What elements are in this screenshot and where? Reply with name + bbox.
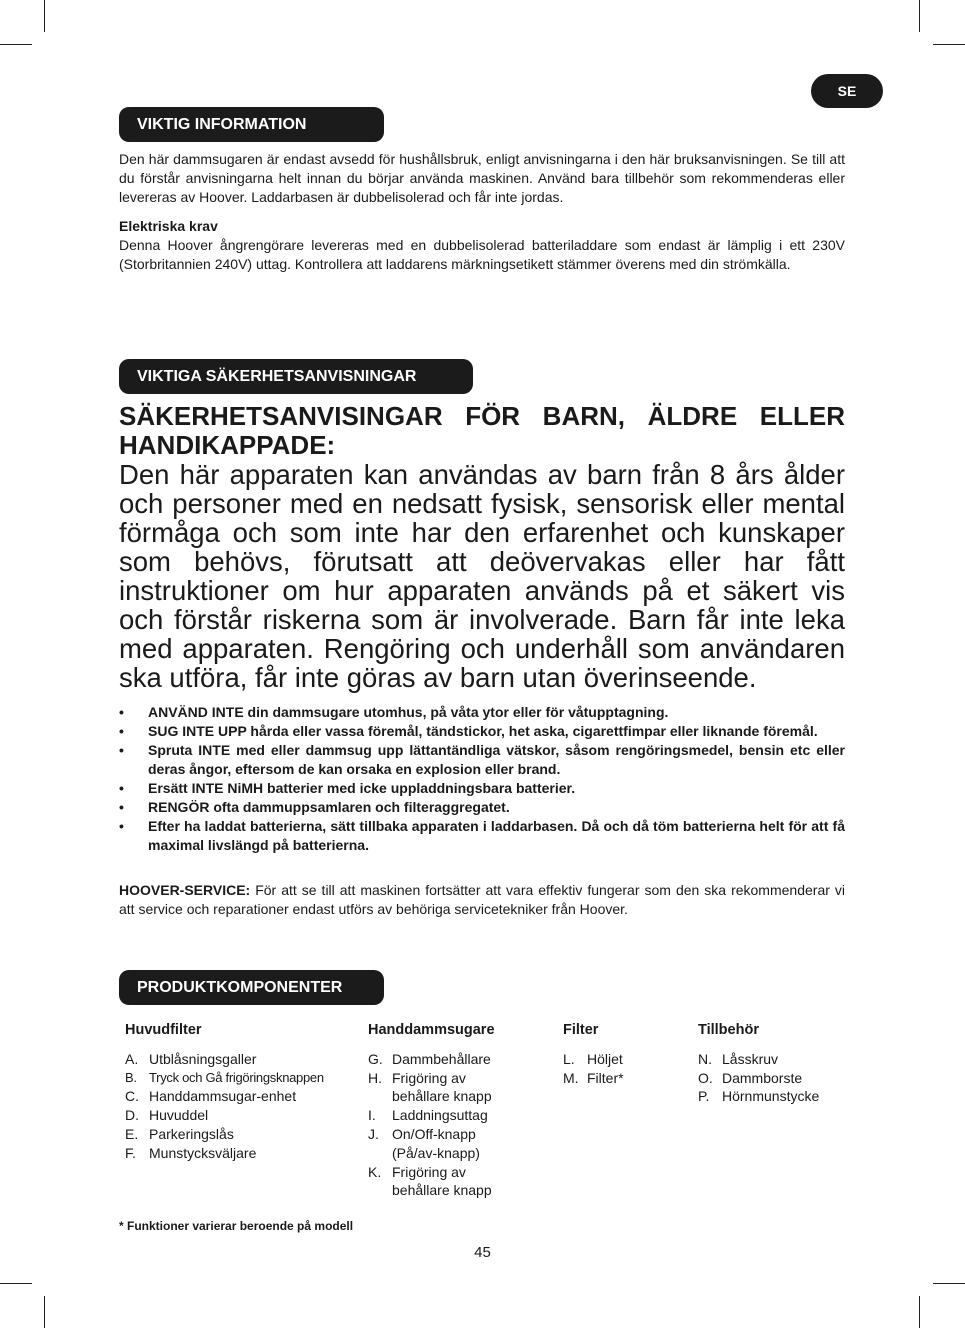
list-item <box>119 741 845 779</box>
list-item <box>119 798 845 817</box>
electrical-heading: Elektriska krav <box>119 218 218 234</box>
item-key: B. <box>125 1069 137 1085</box>
list-item <box>368 1125 518 1163</box>
list-item <box>368 1106 518 1125</box>
item-key: O. <box>698 1069 713 1086</box>
column-heading: Tillbehör <box>698 1022 759 1038</box>
column-heading: Huvudfilter <box>125 1022 202 1038</box>
bullet-icon: • <box>119 742 124 758</box>
item-label: Handdammsugar-enhet <box>149 1088 297 1105</box>
column-heading: Filter <box>563 1022 599 1038</box>
bullet-icon: • <box>119 799 124 815</box>
section-title-sakerhetsanvisningar: VIKTIGA SÄKERHETSANVISNINGAR <box>119 359 473 394</box>
language-badge: SE <box>811 74 883 108</box>
service-text: För att se till att maskinen fortsätter att vara effektiv fungerar som den ska rekommenderar vi att service och reparationer endast utförs av behöriga servicetekniker från Hoover. <box>119 882 845 917</box>
item-key: G. <box>368 1050 383 1067</box>
item-key: I. <box>368 1107 376 1124</box>
item-key: J. <box>368 1125 379 1142</box>
item-key: F. <box>125 1144 136 1161</box>
service-label: HOOVER-SERVICE: <box>119 882 251 898</box>
bullet-text: Ersätt INTE NiMH batterier med icke uppladdningsbara batterier. <box>148 780 576 796</box>
bullet-icon: • <box>119 818 124 834</box>
list-item <box>119 817 845 855</box>
list-item <box>368 1163 518 1201</box>
crop-mark <box>44 0 45 32</box>
component-column-filter <box>563 1021 683 1087</box>
item-label: Höljet <box>587 1050 623 1067</box>
section-title-viktig-information: VIKTIG INFORMATION <box>119 107 384 142</box>
item-label: Laddningsuttag <box>392 1107 488 1124</box>
item-key: P. <box>698 1088 710 1105</box>
bullet-text: SUG INTE UPP hårda eller vassa föremål, tändstickor, het aska, cigarettfimpar eller liknande föremål. <box>148 723 818 739</box>
item-key: A. <box>125 1050 139 1067</box>
item-label: Frigöring av behållare knapp <box>392 1163 492 1199</box>
crop-mark <box>44 1296 45 1328</box>
list-item <box>698 1050 848 1069</box>
crop-mark <box>0 44 32 45</box>
list-item <box>125 1125 360 1144</box>
crop-mark <box>933 1283 965 1284</box>
list-item <box>698 1087 848 1106</box>
item-label: Filter* <box>587 1069 624 1086</box>
item-label: Utblåsningsgaller <box>149 1050 257 1067</box>
item-key: E. <box>125 1125 139 1142</box>
section-title-produktkomponenter: PRODUKTKOMPONENTER <box>119 970 384 1005</box>
electrical-text: Denna Hoover ångrengörare levereras med en dubbelisolerad batteriladdare som endast är lämplig i ett 230V (Storbritannien 240V) uttag. Kontrollera att laddarens märkningsetikett stämmer överens med din strömkälla. <box>119 237 845 272</box>
bullet-icon: • <box>119 723 124 739</box>
list-item <box>125 1144 360 1163</box>
list-item <box>119 703 845 722</box>
bullet-text: Spruta INTE med eller dammsug upp lättantändliga vätskor, såsom rengöringsmedel, bensin etc eller deras ångor, eftersom de kan orsaka en explosion eller brand. <box>148 742 845 777</box>
list-item <box>368 1069 518 1107</box>
item-label: Dammborste <box>722 1069 803 1086</box>
item-key: N. <box>698 1050 712 1067</box>
bullet-text: ANVÄND INTE din dammsugare utomhus, på våta ytor eller för våtupptagning. <box>148 704 669 720</box>
crop-mark <box>919 1296 920 1328</box>
bullet-text: RENGÖR ofta dammuppsamlaren och filteraggregatet. <box>148 799 510 815</box>
safety-big-heading: SÄKERHETSANVISINGAR FÖR BARN, ÄLDRE ELLER HANDIKAPPADE: <box>119 401 845 460</box>
column-heading: Handdammsugare <box>368 1022 495 1038</box>
bullet-icon: • <box>119 780 124 796</box>
crop-mark <box>933 44 965 45</box>
footnote: * Funktioner varierar beroende på modell <box>119 1219 354 1233</box>
item-label: Huvuddel <box>149 1107 209 1124</box>
list-item <box>119 779 845 798</box>
page-number: 45 <box>474 1244 491 1261</box>
list-item <box>563 1050 683 1069</box>
item-key: M. <box>563 1069 579 1086</box>
crop-mark <box>0 1283 32 1284</box>
item-key: H. <box>368 1069 382 1086</box>
component-column-handdammsugare <box>368 1021 518 1200</box>
item-label: Tryck och Gå frigöringsknappen <box>149 1069 324 1085</box>
item-key: K. <box>368 1163 382 1180</box>
item-label: Hörnmunstycke <box>722 1088 820 1105</box>
bullet-icon: • <box>119 704 124 720</box>
item-label: Dammbehållare <box>392 1050 491 1067</box>
item-label: Frigöring av behållare knapp <box>392 1069 492 1105</box>
list-item <box>563 1069 683 1088</box>
safety-bullet-list <box>119 703 845 855</box>
intro-paragraph: Den här dammsugaren är endast avsedd för hushållsbruk, enligt anvisningarna i den här bruksanvisningen. Se till att du förstår anvisningarna helt innan du börjar använda maskinen. Använd bara tillbehör som rekommenderas eller levereras av Hoover. Laddarbasen är dubbelisolerad och får inte jordas. <box>119 151 845 205</box>
item-key: L. <box>563 1050 575 1067</box>
item-key: D. <box>125 1107 139 1124</box>
list-item <box>368 1050 518 1069</box>
list-item <box>125 1106 360 1125</box>
component-column-tillbehor <box>698 1021 848 1106</box>
item-key: C. <box>125 1088 139 1105</box>
electrical-requirements <box>119 217 845 274</box>
bullet-text: Efter ha laddat batterierna, sätt tillbaka apparaten i laddarbasen. Då och då töm batterierna helt för att få maximal livslängd på batterierna. <box>148 818 845 853</box>
item-label: Munstycksväljare <box>149 1144 257 1161</box>
list-item <box>125 1069 360 1088</box>
item-label: Parkeringslås <box>149 1125 234 1142</box>
list-item <box>698 1069 848 1088</box>
list-item <box>119 722 845 741</box>
list-item <box>125 1087 360 1106</box>
item-label: Låsskruv <box>722 1050 779 1067</box>
component-column-huvudfilter <box>125 1021 360 1163</box>
crop-mark <box>919 0 920 32</box>
hoover-service-paragraph <box>119 881 845 919</box>
list-item <box>125 1050 360 1069</box>
item-label: On/Off-knapp (På/av-knapp) <box>392 1125 480 1161</box>
safety-big-body: Den här apparaten kan användas av barn från 8 års ålder och personer med en nedsatt fysisk, sensorisk eller mental förmåga och som inte har den erfarenhet och kunskaper som behövs, förutsatt att deövervakas eller har fått instruktioner om hur apparaten används på et säkert vis och förstår riskerna som är involverade. Barn får inte leka med apparaten. Rengöring och underhåll som användaren ska utföra, får inte göras av barn utan överinseende. <box>119 459 845 693</box>
